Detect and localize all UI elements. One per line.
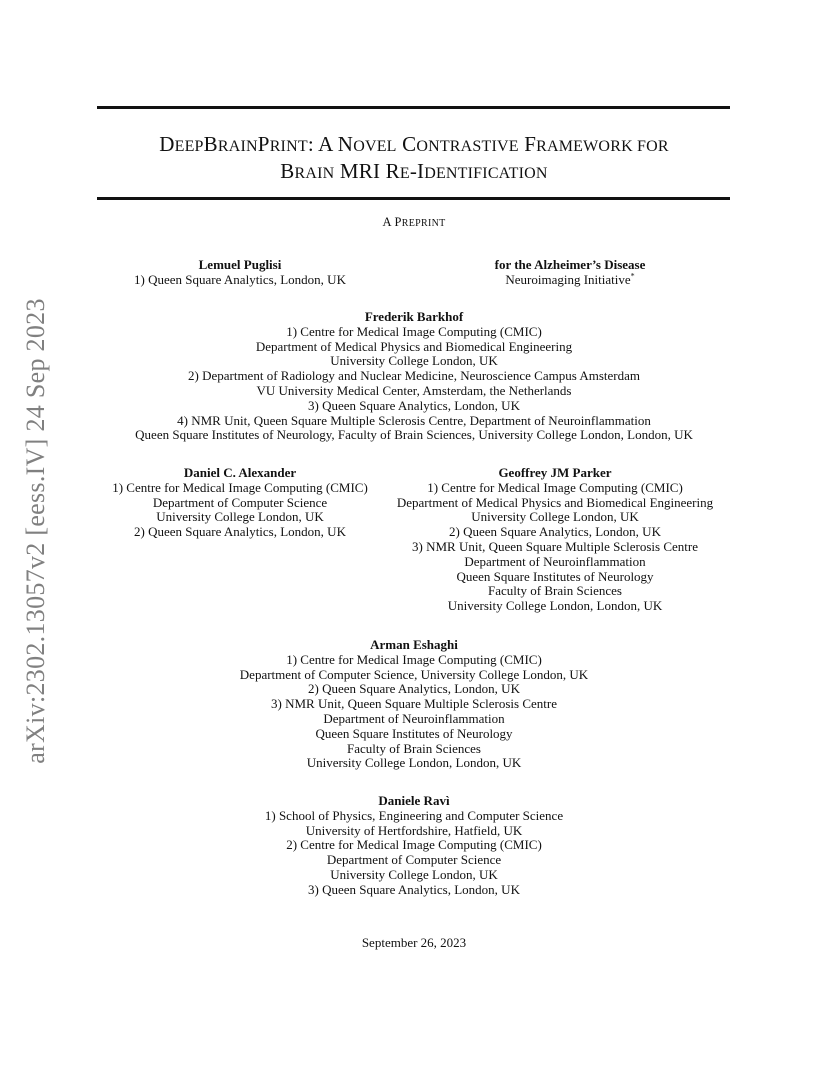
author-affiliation xyxy=(90,510,390,525)
author-affiliation xyxy=(380,496,730,511)
affiliation-text: 1) Centre for Medical Image Computing (CMIC) xyxy=(112,479,368,495)
affiliation-text: 1) Centre for Medical Image Computing (CMIC) xyxy=(427,479,683,495)
author-affiliation xyxy=(164,824,664,839)
affiliation-text: University of Hertfordshire, Hatfield, UK xyxy=(305,822,523,838)
author-affiliation xyxy=(90,525,390,540)
affiliation-text: 1) Centre for Medical Image Computing (CMIC) xyxy=(286,651,542,667)
title-fragment: B xyxy=(203,132,218,156)
author-name: Daniel C. Alexander xyxy=(183,465,297,480)
author-name: Geoffrey JM Parker xyxy=(498,465,612,480)
title-fragment: MRI R xyxy=(334,159,400,183)
affiliation-text: Queen Square Institutes of Neurology xyxy=(315,725,513,741)
publication-date: September 26, 2023 xyxy=(361,935,467,950)
author-affiliation xyxy=(64,399,764,414)
title-fragment: RINT xyxy=(269,138,308,155)
title-fragment: EEP xyxy=(174,138,204,155)
affiliation-text: University College London, London, UK xyxy=(306,755,522,771)
affiliation-text: Neuroimaging Initiative xyxy=(505,271,631,287)
affiliation-text: 3) Queen Square Analytics, London, UK xyxy=(308,881,520,897)
author-affiliation xyxy=(164,727,664,742)
title-top-rule xyxy=(97,106,730,109)
author-block-adni xyxy=(440,258,700,288)
arxiv-stamp-text: arXiv:2302.13057v2 [eess.IV] 24 Sep 2023 xyxy=(21,298,50,764)
author-affiliation xyxy=(164,756,664,771)
affiliation-text: 1) Queen Square Analytics, London, UK xyxy=(134,271,346,287)
affiliation-text: 1) Centre for Medical Image Computing (CMIC) xyxy=(286,323,542,339)
author-affiliation xyxy=(380,540,730,555)
affiliation-text: 2) Queen Square Analytics, London, UK xyxy=(134,524,346,540)
author-block-barkhof xyxy=(64,310,764,443)
affiliation-text: 4) NMR Unit, Queen Square Multiple Sclerosis Centre, Department of Neuroinflammation xyxy=(177,412,651,428)
affiliation-text: 2) Centre for Medical Image Computing (CMIC) xyxy=(286,837,542,853)
author-affiliation xyxy=(64,428,764,443)
affiliation-text: Department of Medical Physics and Biomedical Engineering xyxy=(396,494,714,510)
author-name: Lemuel Puglisi xyxy=(198,257,282,272)
author-affiliation xyxy=(164,712,664,727)
title-fragment: D xyxy=(159,132,175,156)
author-affiliation xyxy=(164,853,664,868)
author-affiliation xyxy=(380,481,730,496)
title-fragment: P xyxy=(257,132,270,156)
author-affiliation xyxy=(64,340,764,355)
author-affiliation xyxy=(64,369,764,384)
author-affiliation xyxy=(64,414,764,429)
affiliation-text: Queen Square Institutes of Neurology xyxy=(456,568,654,584)
author-name: for the Alzheimer’s Disease xyxy=(494,257,646,272)
author-affiliation xyxy=(164,742,664,757)
preprint-label-rest: REPRINT xyxy=(401,218,446,229)
affiliation-text: 1) School of Physics, Engineering and Computer Science xyxy=(264,807,564,823)
author-block-parker xyxy=(380,466,730,614)
author-affiliation xyxy=(164,809,664,824)
affiliation-text: Queen Square Institutes of Neurology, Faculty of Brain Sciences, University College London, London, UK xyxy=(135,427,693,443)
author-block-eshaghi xyxy=(164,638,664,771)
author-affiliation xyxy=(380,555,730,570)
author-affiliation xyxy=(164,697,664,712)
affiliation-text: Faculty of Brain Sciences xyxy=(347,740,481,756)
paper-title-line-2 xyxy=(60,157,768,188)
author-affiliation xyxy=(380,525,730,540)
author-affiliation xyxy=(164,682,664,697)
affiliation-text: University College London, UK xyxy=(330,866,498,882)
affiliation-text: Department of Neuroinflammation xyxy=(464,553,646,569)
author-name: Arman Eshaghi xyxy=(370,637,458,652)
affiliation-text: University College London, UK xyxy=(156,509,324,525)
author-affiliation xyxy=(164,653,664,668)
affiliation-text: VU University Medical Center, Amsterdam, the Netherlands xyxy=(256,382,572,398)
author-block-alexander xyxy=(90,466,390,540)
affiliation-text: 2) Department of Radiology and Nuclear Medicine, Neuroscience Campus Amsterdam xyxy=(188,368,640,384)
preprint-label-initial: A P xyxy=(382,215,402,229)
author-affiliation xyxy=(164,868,664,883)
affiliation-text: Department of Computer Science xyxy=(326,852,502,868)
affiliation-text: Department of Computer Science, University College London, UK xyxy=(239,666,589,682)
author-affiliation xyxy=(164,838,664,853)
affiliation-text: 3) Queen Square Analytics, London, UK xyxy=(308,397,520,413)
author-affiliation xyxy=(380,570,730,585)
title-fragment: DENTIFICATION xyxy=(424,165,548,182)
author-name: Daniele Ravì xyxy=(378,793,450,808)
author-affiliation xyxy=(110,273,370,288)
title-fragment: RAMEWORK FOR xyxy=(536,138,669,155)
affiliation-text: University College London, UK xyxy=(471,509,639,525)
preprint-label xyxy=(314,215,514,232)
author-name: Frederik Barkhof xyxy=(364,309,464,324)
title-fragment: -I xyxy=(409,159,425,183)
author-affiliation xyxy=(164,883,664,898)
author-affiliation xyxy=(64,354,764,369)
affiliation-text: 2) Queen Square Analytics, London, UK xyxy=(308,681,520,697)
affiliation-text: 3) NMR Unit, Queen Square Multiple Sclerosis Centre xyxy=(271,696,557,712)
title-fragment: ONTRASTIVE xyxy=(416,138,519,155)
affiliation-text: Department of Neuroinflammation xyxy=(323,710,505,726)
author-affiliation xyxy=(380,584,730,599)
affiliation-text: Department of Computer Science xyxy=(152,494,328,510)
title-fragment: F xyxy=(518,132,537,156)
title-fragment: B xyxy=(280,159,295,183)
author-affiliation xyxy=(90,481,390,496)
author-block-ravi xyxy=(164,794,664,898)
affiliation-text: University College London, London, UK xyxy=(447,598,663,614)
title-fragment: E xyxy=(399,165,410,182)
affiliation-text: 2) Queen Square Analytics, London, UK xyxy=(449,524,661,540)
author-affiliation xyxy=(64,384,764,399)
title-fragment: RAIN xyxy=(217,138,258,155)
author-affiliation xyxy=(90,496,390,511)
author-affiliation xyxy=(164,668,664,683)
affiliation-text: Department of Medical Physics and Biomedical Engineering xyxy=(255,338,573,354)
author-affiliation xyxy=(440,273,700,288)
footnote-marker: * xyxy=(630,271,635,281)
title-fragment: C xyxy=(396,132,417,156)
affiliation-text: University College London, UK xyxy=(330,353,498,369)
title-fragment: OVEL xyxy=(353,138,397,155)
title-fragment: : A N xyxy=(307,132,354,156)
author-block-puglisi xyxy=(110,258,370,288)
affiliation-text: Faculty of Brain Sciences xyxy=(488,583,622,599)
title-bottom-rule xyxy=(97,197,730,200)
author-affiliation xyxy=(380,510,730,525)
title-fragment: RAIN xyxy=(294,165,335,182)
affiliation-text: 3) NMR Unit, Queen Square Multiple Sclerosis Centre xyxy=(412,538,698,554)
author-affiliation xyxy=(380,599,730,614)
author-affiliation xyxy=(64,325,764,340)
